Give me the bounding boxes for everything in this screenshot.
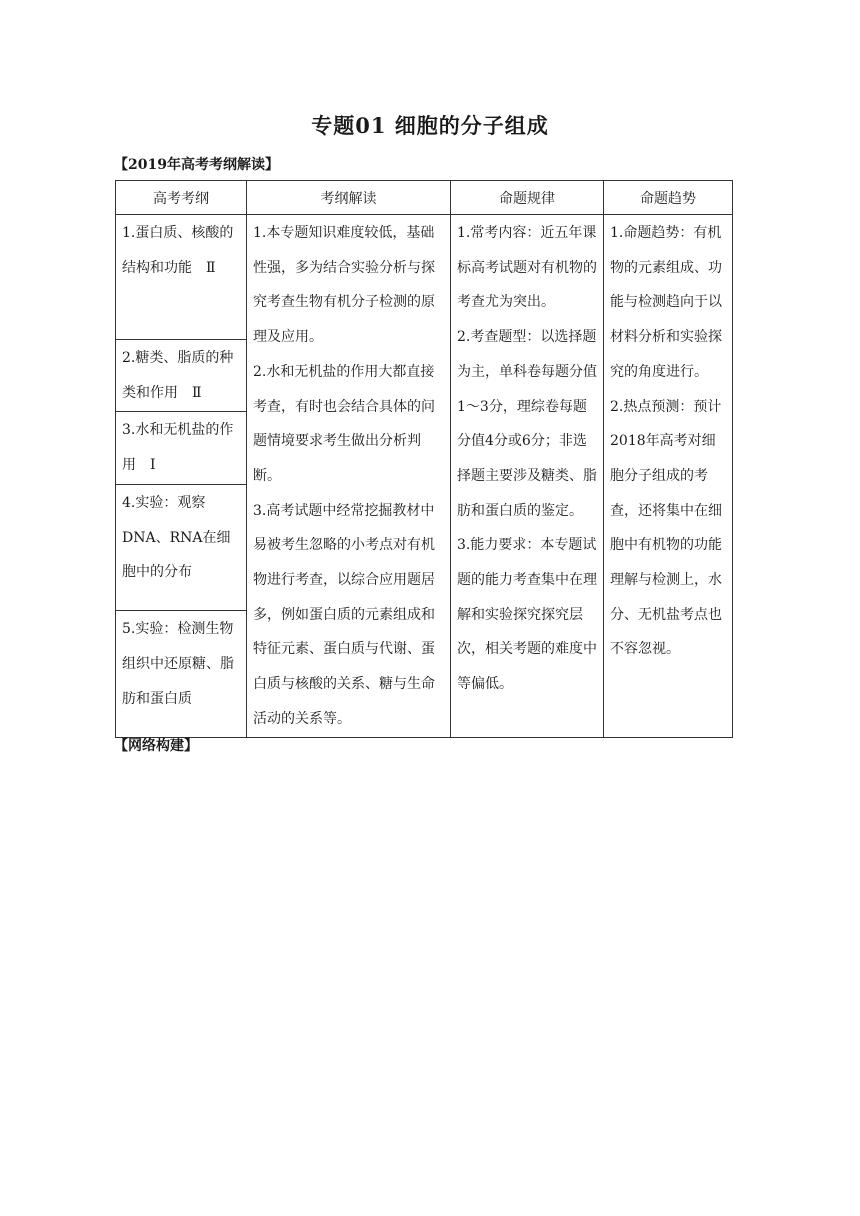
- header-cell: 命题趋势: [604, 181, 733, 215]
- syllabus-item-1: 1.蛋白质、核酸的结构和功能 Ⅱ: [116, 215, 247, 340]
- table-row: [116, 215, 733, 340]
- interpretation-point-2: 2.水和无机盐的作用大都直接考查，有时也会结合具体的问题情境要求考生做出分析判断。: [253, 363, 435, 484]
- pattern-point-2: 2.考查题型：以选择题为主，单科卷每题分值1～3分，理综卷每题分值4分或6分；非选择题主要涉及糖类、脂肪和蛋白质的鉴定。: [457, 329, 597, 519]
- page-title: 专题01 细胞的分子组成: [311, 113, 549, 138]
- interpretation-point-3: 3.高考试题中经常挖掘教材中易被考生忽略的小考点对有机物进行考查，以综合应用题居多，例如蛋白质的元素组成和特征元素、蛋白质与代谢、蛋白质与核酸的关系、糖与生命活动的关系等。: [253, 502, 435, 727]
- syllabus-item-5: 5.实验：检测生物组织中还原糖、脂肪和蛋白质: [116, 611, 247, 737]
- header-cell: 高考考纲: [116, 181, 247, 215]
- syllabus-item-2: 2.糖类、脂质的种类和作用 Ⅱ: [116, 340, 247, 412]
- trend-point-1: 1.命题趋势：有机物的元素组成、功能与检测趋向于以材料分析和实验探究的角度进行。: [610, 225, 722, 380]
- table-header-row: [116, 181, 733, 215]
- header-cell: 考纲解读: [247, 181, 451, 215]
- section-heading-syllabus: 【2019年高考考纲解读】: [114, 157, 279, 173]
- syllabus-item-4: 4.实验：观察DNA、RNA在细胞中的分布: [116, 485, 247, 611]
- trend-point-2: 2.热点预测：预计2018年高考对细胞分子组成的考查，还将集中在细胞中有机物的功能理解与检测上，水分、无机盐考点也不容忽视。: [610, 398, 722, 658]
- section-heading-network: 【网络构建】: [114, 738, 198, 754]
- pattern-point-1: 1.常考内容：近五年课标高考试题对有机物的考查尤为突出。: [457, 225, 597, 311]
- pattern-point-3: 3.能力要求：本专题试题的能力考查集中在理解和实验探究探究层次，相关考题的难度中等偏低。: [457, 537, 597, 693]
- interpretation-cell: [247, 215, 451, 738]
- syllabus-item-3: 3.水和无机盐的作用 Ⅰ: [116, 412, 247, 485]
- pattern-cell: [451, 215, 604, 738]
- interpretation-point-1: 1.本专题知识难度较低，基础性强，多为结合实验分析与探究考查生物有机分子检测的原理及应用。: [253, 225, 435, 346]
- header-cell: 命题规律: [451, 181, 604, 215]
- trend-cell: [604, 215, 733, 738]
- syllabus-table: [115, 180, 733, 738]
